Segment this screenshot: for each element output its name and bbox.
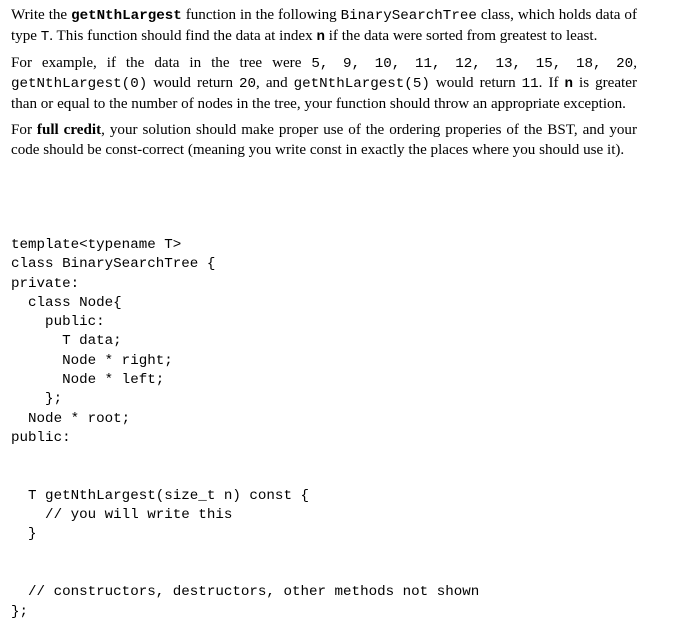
text: is greater than or equal to the number of nodes in the tree, your function should throw an appropriate exception. [11, 75, 637, 113]
type-name: T [40, 28, 50, 45]
code-line: }; [11, 391, 63, 408]
text: , and [256, 75, 294, 92]
intro-paragraph [11, 6, 637, 48]
code-line: }; [11, 603, 29, 620]
example-return: 11 [521, 76, 539, 93]
example-data-list: 5, 9, 10, 11, 12, 13, 15, 18, 20 [311, 55, 634, 72]
code-line: } [11, 526, 37, 543]
code-line: public: [11, 429, 71, 446]
emphasis: full credit [36, 121, 102, 138]
code-line: T data; [11, 333, 122, 350]
code-listing [11, 236, 479, 622]
problem-statement [11, 6, 637, 167]
code-line: private: [11, 275, 80, 292]
text: function in the following [181, 7, 341, 23]
code-line: public: [11, 314, 105, 331]
text: class, which holds data of type [11, 7, 637, 44]
code-line: // you will write this [11, 507, 233, 524]
code-line: Node * root; [11, 410, 131, 427]
text: . This function should find the data at index [49, 27, 317, 44]
text: For [11, 121, 37, 138]
text: would return [147, 75, 240, 92]
text: would return [429, 75, 522, 92]
param-name: n [316, 28, 325, 45]
example-paragraph [11, 54, 637, 115]
code-line: template<typename T> [11, 237, 182, 253]
example-call: getNthLargest(5) [293, 76, 430, 93]
code-line: class Node{ [11, 294, 122, 311]
example-return: 20 [239, 76, 257, 93]
function-name: getNthLargest [71, 8, 182, 24]
code-line: Node * right; [11, 352, 173, 369]
text: , [633, 54, 637, 71]
code-line: class BinarySearchTree { [11, 256, 216, 273]
text: Write the [11, 7, 72, 23]
code-line: T getNthLargest(size_t n) const { [11, 487, 309, 504]
text: if the data were sorted from greatest to least. [324, 27, 598, 44]
param-name: n [564, 76, 574, 93]
code-line: Node * left; [11, 372, 165, 389]
text: . If [538, 75, 565, 92]
credit-paragraph [11, 121, 637, 161]
text: , your solution should make proper use of the ordering properies of the BST, and your code should be const-correct (meaning you write const in exactly the places where you should use it). [11, 121, 637, 158]
class-name: BinarySearchTree [340, 8, 477, 24]
code-line: // constructors, destructors, other methods not shown [11, 584, 480, 601]
text: For example, if the data in the tree were [11, 54, 312, 71]
example-call: getNthLargest(0) [11, 76, 148, 93]
